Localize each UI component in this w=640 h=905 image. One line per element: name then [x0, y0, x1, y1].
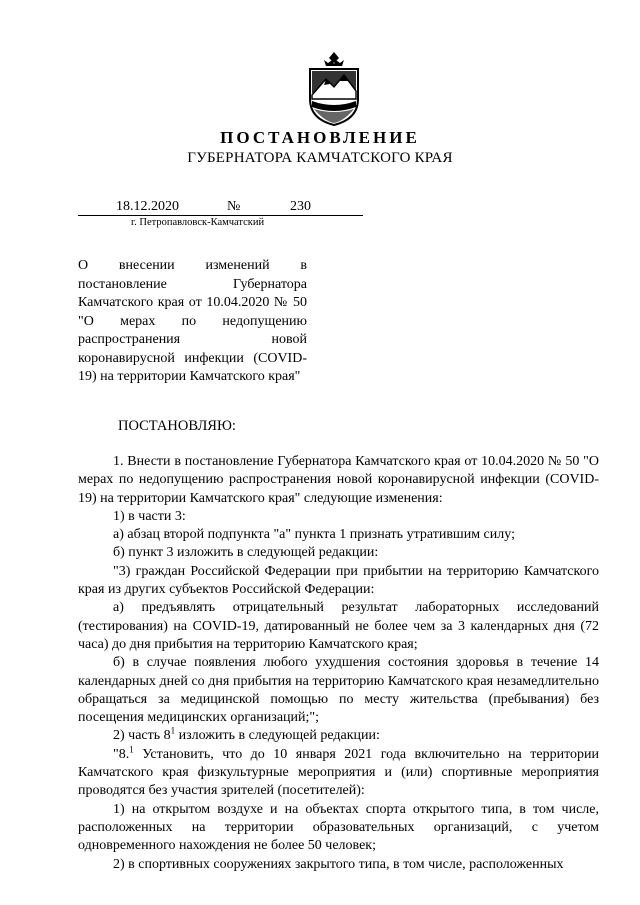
paragraph-text: изложить в следующей редакции:: [175, 728, 380, 744]
paragraph-text: "8.: [113, 746, 130, 762]
paragraph: 1. Внести в постановление Губернатора Камчатского края от 10.04.2020 № 50 "О мерах по недопущению распространения новой коронавирусной инфекции (COVID-19) на территории Камчатского края" следующие изменения:: [78, 454, 599, 506]
superscript: 1: [129, 744, 134, 755]
paragraph-text: 2) часть 8: [113, 728, 171, 744]
document-city: г. Петропавловск-Камчатский: [131, 217, 265, 228]
kamchatka-coat-of-arms-icon: [302, 49, 366, 127]
paragraph-text: Установить, что до 10 января 2021 года включительно на территории Камчатского края физкультурные мероприятия и (или) спортивные мероприятия проводятся без участия зрителей (посетителей):: [78, 746, 599, 799]
document-number: 230: [290, 199, 311, 214]
date-number-underline: [78, 215, 363, 216]
paragraph: б) в случае появления любого ухудшения состояния здоровья в течение 14 календарных дней со дня прибытия на территорию Камчатского края незамедлительно обращаться за медицинской помощью по месту жительства (пребывания) без посещения медицинских организаций;";: [78, 655, 599, 726]
document-subject: О внесении изменений в постановление Губернатора Камчатского края от 10.04.2020 № 50 "О мерах по недопущению распространения новой коронавирусной инфекции (COVID-19) на территории Камчатского края": [78, 258, 307, 384]
number-sign: №: [227, 199, 241, 214]
paragraph: 2) в спортивных сооружениях закрытого типа, в том числе, расположенных: [113, 856, 564, 872]
paragraph: [78, 727, 599, 745]
paragraph: 1) на открытом воздухе и на объектах спорта открытого типа, в том числе, расположенных на территории образовательных организаций, с учетом одновременного нахождения не более 50 человек;: [78, 801, 599, 854]
decree-word: ПОСТАНОВЛЯЮ:: [118, 418, 236, 434]
document-subtitle: ГУБЕРНАТОРА КАМЧАТСКОГО КРАЯ: [187, 150, 453, 166]
superscript: 1: [170, 725, 176, 736]
document-date: 18.12.2020: [116, 199, 179, 214]
paragraph: 1) в части 3:: [113, 508, 186, 524]
paragraph: [78, 746, 599, 801]
paragraph: б) пункт 3 изложить в следующей редакции:: [113, 545, 379, 561]
paragraph: а) абзац второй подпункта "а" пункта 1 признать утратившим силу;: [113, 527, 515, 543]
document-body: [78, 453, 599, 874]
paragraph: а) предъявлять отрицательный результат лабораторных исследований (тестирования) на COVID-19, датированный не более чем за 3 календарных дня (72 часа) до дня прибытия на территорию Камчатского края;: [78, 600, 599, 652]
document-title: ПОСТАНОВЛЕНИЕ: [220, 128, 420, 147]
paragraph: "3) граждан Российской Федерации при прибытии на территорию Камчатского края из других субъектов Российской Федерации:: [78, 563, 599, 598]
